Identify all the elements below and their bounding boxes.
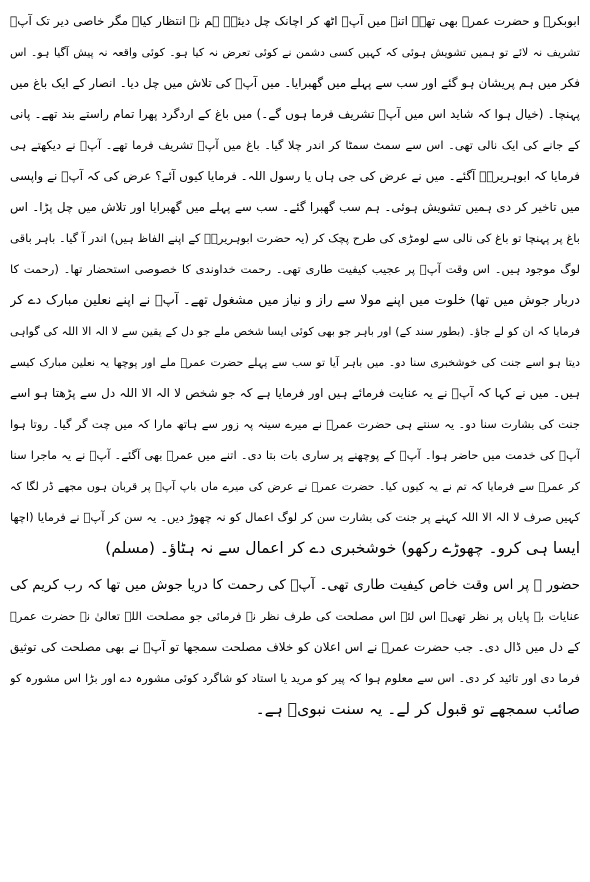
paragraph-1	[10, 6, 580, 564]
text-line: فکر میں ہم پریشان ہو گئے اور سب سے پہلے میں گھبرایا۔ میں آپؐ کی تلاش میں چل دیا۔ انصار کے ایک باغ میں	[10, 76, 580, 90]
text-line: لوگ موجود ہیں۔ اس وقت آپؐ پر عجیب کیفیت طاری تھی۔ رحمت خداوندی کا خصوصی استحضار تھا۔ (رحمت کا	[10, 262, 580, 276]
text-line: حضور ﷺ پر اس وقت خاص کیفیت طاری تھی۔ آپؐ کی رحمت کا دریا جوش میں تھا کہ رب کریم کی	[10, 577, 580, 593]
text-line: کر عمرؓ سے فرمایا کہ تم نے یہ کیوں کیا۔ حضرت عمرؓ نے عرض کی میرے ماں باپ آپؐ پر قربان ہوں مجھے ڈر لگا کہ	[10, 480, 580, 493]
text-line: تشریف نہ لائے تو ہمیں تشویش ہوئی کہ کہیں کسی دشمن نے کوئی تعرض نہ کیا ہو۔ کوئی واقعہ نہ پیش آگیا ہو۔ اس	[10, 46, 580, 59]
text-line: میں تاخیر کر دی ہمیں تشویش ہوئی۔ ہم سب گھبرا گئے۔ سب سے پہلے میں گھبرایا اور تلاش میں چل پڑا۔ اس	[10, 200, 580, 214]
text-line: جنت کی بشارت سنا دو۔ یہ سنتے ہی حضرت عمرؓ نے میرے سینہ پہ زور سے ہاتھ مارا کہ میں چت گر گیا۔ روتا ہوا	[10, 417, 580, 431]
text-line: کہیں صرف لا الہ الا اللہ کہنے پر جنت کی بشارت سن کر لوگ اعمال کو نہ چھوڑ دیں۔ یہ سن کر آپؐ نے فرمایا (اچھا	[10, 510, 580, 524]
text-line: ہیں۔ میں نے کہا کہ آپؐ نے یہ عنایت فرمائے ہیں اور فرمایا ہے کہ جو شخص لا الہ الا اللہ دل سے پڑھتا ہو اسے	[10, 386, 580, 400]
text-line: پہنچا۔ (خیال ہوا کہ شاید اس میں آپؐ تشریف فرما ہوں گے۔) میں باغ کے اردگرد پھرا تمام راستے بند تھے۔ پانی	[10, 107, 580, 121]
text-line: فرمایا کہ ان کو لے جاؤ۔ (بطور سند کے) اور باہر جو بھی کوئی ایسا شخص ملے جو دل کے یقین سے لا الہ الا اللہ کی گواہی	[10, 325, 580, 338]
text-line: ایسا ہی کرو۔ چھوڑے رکھو) خوشخبری دے کر اعمال سے نہ ہٹاؤ۔ (مسلم)	[105, 539, 580, 557]
text-line: فرمایا کہ ابوہریرہؓ آگئے۔ میں نے عرض کی جی ہاں یا رسول اللہ۔ فرمایا کیوں آئے؟ عرض کی کہ آپؐ نے واپسی	[10, 169, 580, 183]
text-line: ابوبکرؓ و حضرت عمرؓ بھی تھے۔ اتنے میں آپؐ اٹھ کر اچانک چل دیئے۔ ہم نے انتظار کیا۔ مگر خاصی دیر تک آپؐ	[10, 14, 580, 28]
text-line: صائب سمجھے تو قبول کر لے۔ یہ سنت نبویؐ ہے۔	[255, 700, 580, 718]
text-line: آپؐ کی خدمت میں حاضر ہوا۔ آپؐ کے پوچھنے پر ساری بات بتا دی۔ اتنے میں عمرؓ بھی آگئے۔ آپؐ نے یہ ماجرا سنا	[10, 448, 580, 462]
paragraph-2	[10, 570, 580, 725]
text-line: عنایات بے پایاں پر نظر تھی۔ اس لئے اس مصلحت کی طرف نظر نہ فرمائی جو مصلحت اللہ تعالیٰ نے حضرت عمرؓ	[10, 609, 580, 623]
text-line: کے جانے کی ایک نالی تھی۔ اس سے سمٹ سمٹا کر اندر چلا گیا۔ باغ میں آپؐ تشریف فرما تھے۔ آپؐ نے دیکھتے ہی	[10, 138, 580, 152]
text-line: باغ پر پہنچا تو باغ کی نالی سے لومڑی کی طرح پچک کر (یہ حضرت ابوہریرہؓ کے اپنے الفاظ ہیں) اندر آ گیا۔ باہر باقی	[10, 231, 580, 245]
text-line: فرما دی اور تائید کر دی۔ اس سے معلوم ہوا کہ پیر کو مرید یا استاد کو شاگرد کوئی مشورہ دے اور بڑا اس مشورہ کو	[10, 671, 580, 685]
text-line: دربار جوش میں تھا) خلوت میں اپنے مولا سے راز و نیاز میں مشغول تھے۔ آپؐ نے اپنے نعلین مبارک دے کر	[10, 293, 580, 308]
text-line: دیتا ہو اسے جنت کی خوشخبری سنا دو۔ میں باہر آیا تو سب سے پہلے حضرت عمرؓ ملے اور پوچھا یہ نعلین مبارک کیسے	[10, 356, 580, 369]
text-line: کے دل میں ڈال دی۔ جب حضرت عمرؓ نے اس اعلان کو خلاف مصلحت سمجھا تو آپؐ نے بھی مصلحت کی توثیق	[10, 640, 580, 654]
